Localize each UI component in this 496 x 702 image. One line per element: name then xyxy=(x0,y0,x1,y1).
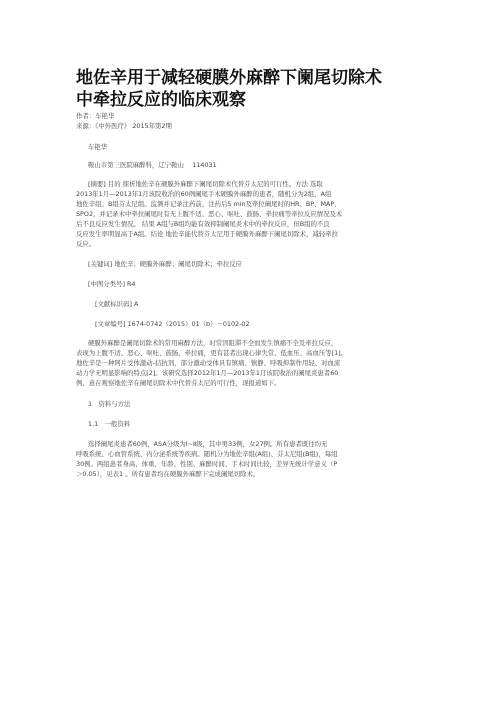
author-name: 车艳华 xyxy=(88,143,108,151)
section-heading: 1 资料与方法 xyxy=(88,400,131,408)
abstract-line: SPO2，并记录术中牵拉阑尾时有无上腹不适、恶心、呕吐、鼓肠、牵拉痛等牵拉反应情况及术 xyxy=(76,210,343,218)
subsection-heading: 1.1 一般资料 xyxy=(88,420,131,428)
intro-line: 地佐辛是一种阿片受体激动-拮抗剂，部分激动受体具有镇痛、镇静、呼吸抑制作用轻、对血流 xyxy=(76,359,341,367)
abstract-line: [摘要] 目的 探析地佐辛在硬膜外麻醉下阑尾切除术代替芬太尼的可行性。方法 选取 xyxy=(88,180,323,188)
general-line: 选择阑尾炎患者60例，ASA分级为Ⅰ~Ⅱ级，其中男33例，女27例。所有患者既往均无 xyxy=(88,440,328,448)
author-line: 作者：车艳华 xyxy=(76,112,115,120)
general-line: 呼吸系统、心血管系统、内分泌系统等疾病。随机分为地佐辛组(A组)、芬太尼组(B组)，每组 xyxy=(76,450,338,458)
general-line: ＞0.05），见表1 。所有患者均在硬膜外麻醉下完成阑尾切除术。 xyxy=(76,470,260,478)
intro-line: 表现为上腹不适、恶心、呕吐、鼓肠、牵拉痛，更有甚者出现心律失常、低血压、高血压等[1]。 xyxy=(76,349,348,357)
affiliation: 鞍山市第三医院麻醉科，辽宁鞍山 114031 xyxy=(88,161,217,169)
intro-line: 动力学无明显影响的特点[2]。该研究选择2012年1月—2013年1月该院收治的阑尾炎患者60 xyxy=(76,369,339,377)
clc-number: [中图分类号] R4 xyxy=(88,280,136,288)
general-line: 30例。两组患者身高、体重、年龄、性别、麻醉时间、手术时间比较，差异无统计学意义（P xyxy=(76,460,338,468)
title-line: 中牵拉反应的临床观察 xyxy=(76,90,246,110)
intro-line: 硬膜外麻醉是阑尾切除术的常用麻醉方法，时常因阻滞不全而发生镇痛不全及牵拉反应， xyxy=(88,339,338,347)
abstract-line: 2013年1月—2013年1月该院收治的60例阑尾手术硬膜外麻醉的患者，随机分为2组，A组 xyxy=(76,190,332,198)
abstract-line: 后不良反应发生情况。 结果 A组与B组均能有效抑制阑尾炎术中的牵拉反应，但B组的不良 xyxy=(76,220,330,228)
document-code: [文献标识码] A xyxy=(95,300,139,308)
article-title xyxy=(76,67,436,111)
abstract xyxy=(76,179,426,249)
abstract-line: 反应发生率明显高于A组。结论 地佐辛能代替芬太尼用于硬膜外麻醉下阑尾切除术，减轻牵拉 xyxy=(76,230,339,238)
source-line: 来源：《中外医疗》 2015年第2期 xyxy=(76,122,172,130)
keywords: [关键词] 地佐辛；硬膜外麻醉；阑尾切除术；牵拉反应 xyxy=(88,260,243,268)
abstract-line: 反应。 xyxy=(76,240,96,248)
article-number: [文章编号] 1674-0742（2015）01（b）－0102-02 xyxy=(95,320,250,328)
intro-paragraph xyxy=(76,338,426,388)
general-paragraph xyxy=(76,439,426,479)
title-line: 地佐辛用于减轻硬膜外麻醉下阑尾切除术 xyxy=(76,68,382,88)
abstract-line: 地佐辛组；B组芬太尼组。监测并记录注药前、注药后5 min及牵拉阑尾时的HR、BP、MAP、 xyxy=(76,200,341,208)
intro-line: 例，意在观察地佐辛在阑尾切除术中代替芬太尼的可行性，现报道如下。 xyxy=(76,379,281,387)
